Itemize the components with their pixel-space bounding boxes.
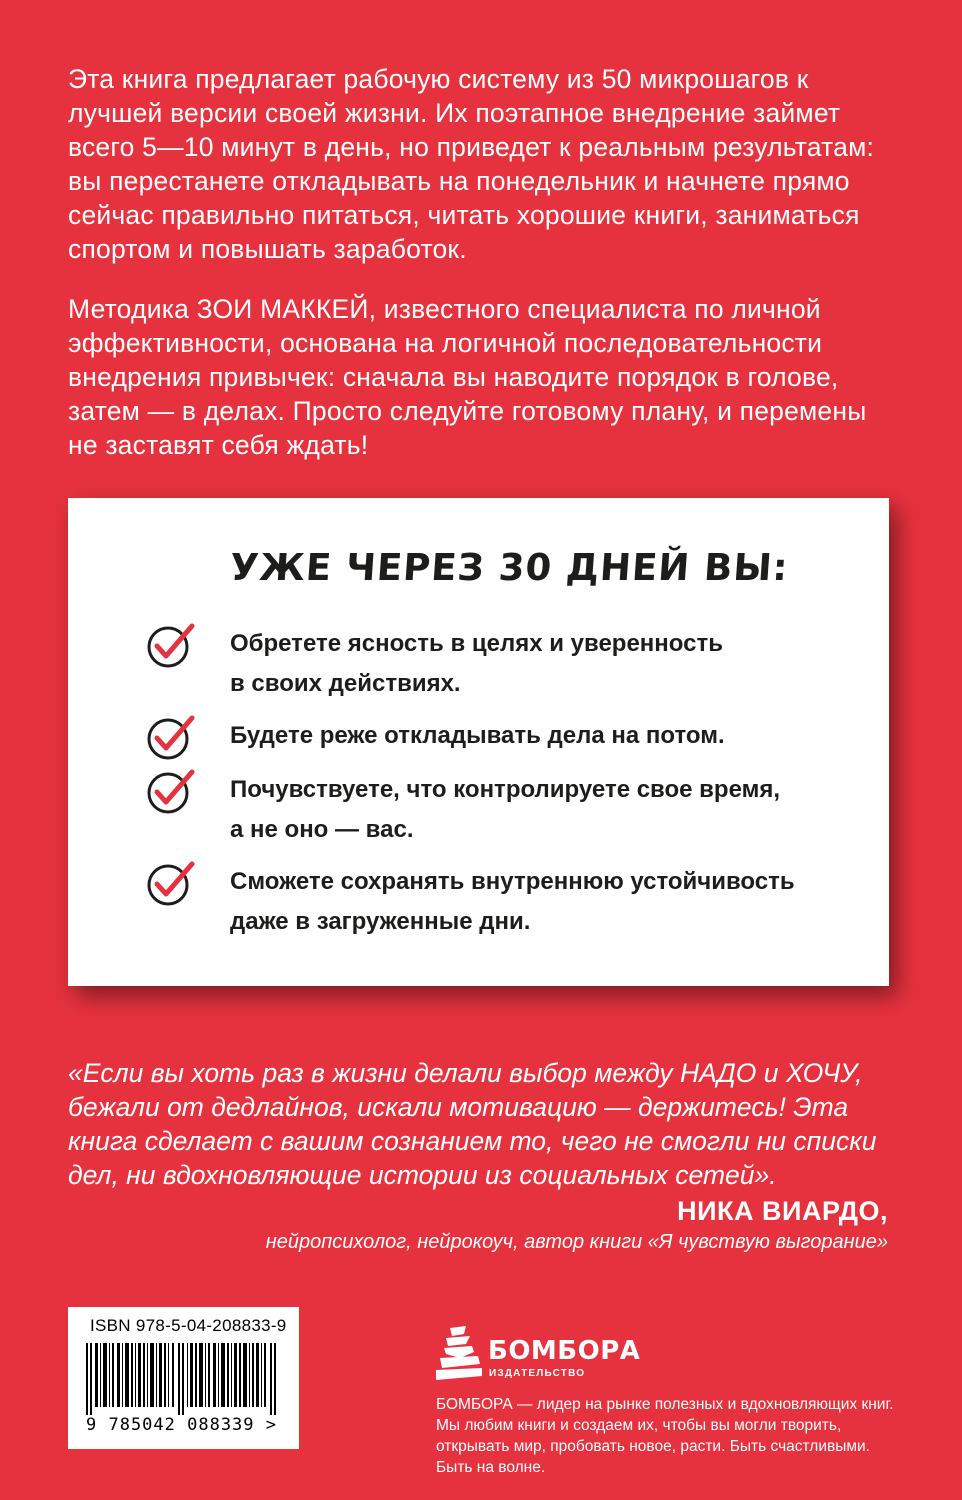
- barcode-panel: [68, 1307, 299, 1449]
- description-paragraph-1: Эта книга предлагает рабочую систему из 50 микрошагов к лучшей версии своей жизни. Их поэтапное внедрение займет всего 5—10 минут в день, но приведет к реальным результатам: вы перестанете откладывать на понедельник и начнете прямо сейчас правильно питаться, читать хорошие книги, заниматься спортом и повышать заработок.: [68, 64, 875, 264]
- barcode-digits: 9 785042 088339 >: [86, 1415, 277, 1435]
- check-circle-icon: [144, 618, 198, 672]
- publisher-name: БОМБОРА: [488, 1336, 641, 1366]
- check-circle-icon: [144, 710, 198, 764]
- review-quote: «Если вы хоть раз в жизни делали выбор между НАДО и ХОЧУ, бежали от дедлайнов, искали мотивацию — держитесь! Эта книга сделает с вашим сознанием то, чего не смогли ни списки дел, ни вдохновляющие истории из социальных сетей».: [68, 1058, 877, 1190]
- benefits-title: УЖЕ ЧЕРЕЗ 30 ДНЕЙ ВЫ:: [228, 546, 790, 589]
- benefit-line: Будете реже откладывать дела на потом.: [230, 722, 725, 749]
- benefit-line: Обретете ясность в целях и уверенность: [230, 630, 723, 657]
- benefit-line: даже в загруженные дни.: [230, 908, 531, 935]
- publisher-description: БОМБОРА — лидер на рынке полезных и вдохновляющих книг. Мы любим книги и создаем их, чтобы вы могли творить, открывать мир, пробовать новое, расти. Быть счастливыми. Быть на волне.: [436, 1396, 894, 1476]
- isbn-label: ISBN 978-5-04-208833-9: [90, 1316, 287, 1335]
- publisher-emblem-icon: [436, 1324, 484, 1384]
- publisher-logo: [436, 1324, 641, 1384]
- barcode-icon: [86, 1343, 282, 1415]
- benefit-line: а не оно — вас.: [230, 816, 414, 843]
- benefit-line: Сможете сохранять внутреннюю устойчивость: [230, 868, 795, 895]
- quote-author: [266, 1194, 888, 1256]
- author-name: НИКА ВИАРДО,: [677, 1196, 888, 1226]
- check-circle-icon: [144, 764, 198, 818]
- benefit-line: в своих действиях.: [230, 670, 461, 697]
- description-block: [68, 62, 898, 488]
- description-paragraph-2: Методика ЗОИ МАККЕЙ, известного специалиста по личной эффективности, основана на логичной последовательности внедрения привычек: сначала вы наводите порядок в голове, затем — в делах. Просто следуйте готовому плану, и перемены не заставят себя ждать!: [68, 294, 867, 460]
- benefit-line: Почувствуете, что контролируете свое время,: [230, 776, 781, 803]
- publisher-subtitle: ИЗДАТЕЛЬСТВО: [489, 1368, 586, 1379]
- author-role: нейропсихолог, нейрокоуч, автор книги «Я чувствую выгорание»: [265, 1231, 888, 1253]
- check-circle-icon: [144, 856, 198, 910]
- benefits-card: [68, 498, 889, 986]
